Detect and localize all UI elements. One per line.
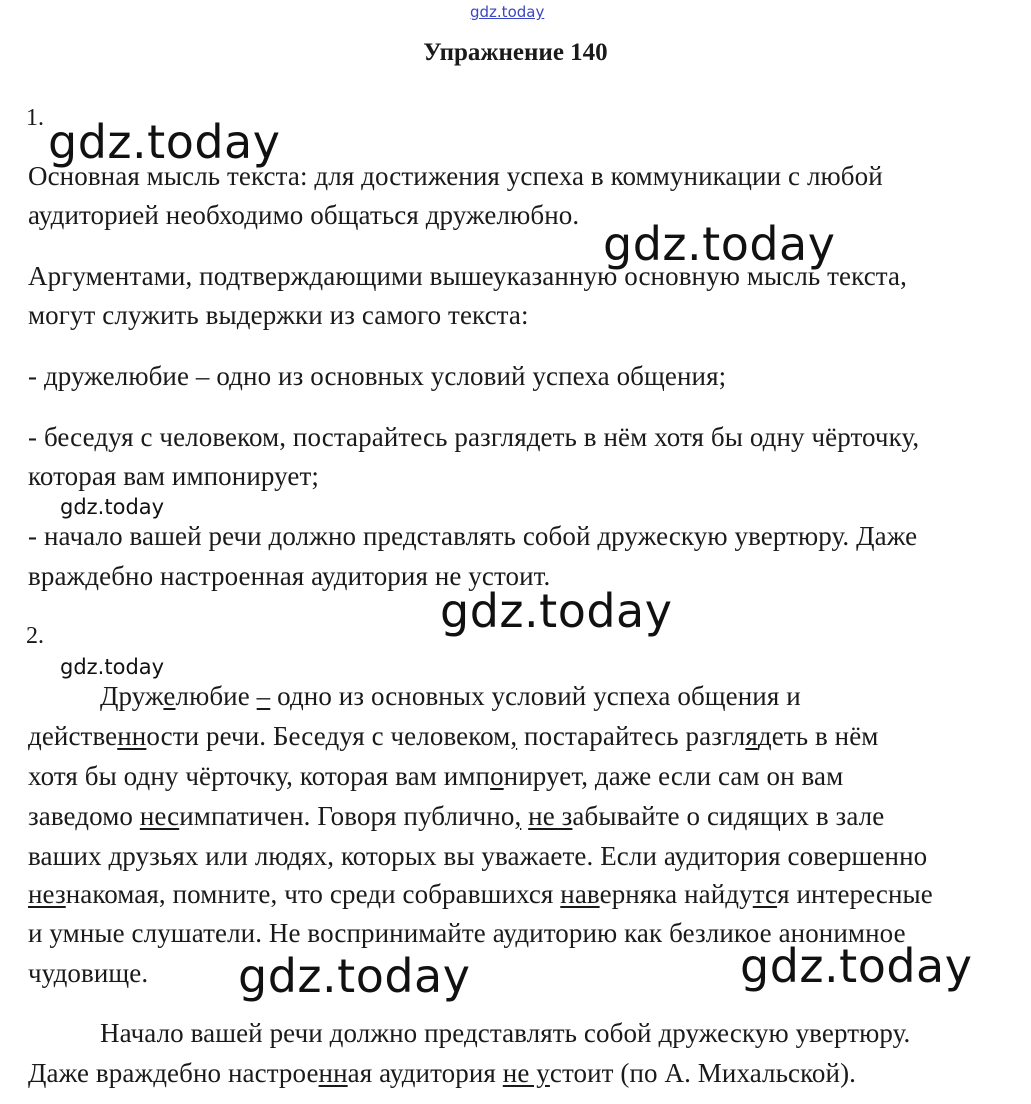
argument-bullet-2-line-2: которая вам импонирует; xyxy=(28,461,319,491)
text-line: ваших друзьях или людях, которых вы уважаете. Если аудитория совершенно xyxy=(28,841,928,871)
argument-bullet-3-line-2: враждебно настроенная аудитория не устоит. xyxy=(28,561,551,591)
text-line: Дружелюбие – одно из основных условий успеха общения и xyxy=(100,681,801,711)
watermark-small: gdz.today xyxy=(60,655,165,679)
text-line: действенности речи. Беседуя с человеком, постарайтесь разглядеть в нём xyxy=(28,721,879,751)
arguments-intro-line-2: могут служить выдержки из самого текста: xyxy=(28,300,529,330)
section-2-number: 2. xyxy=(26,623,44,649)
argument-bullet-2-line-1: - беседуя с человеком, постарайтесь разглядеть в нём хотя бы одну чёрточку, xyxy=(28,422,920,452)
text-line: Даже враждебно настроенная аудитория не устоит (по А. Михальской). xyxy=(28,1058,857,1088)
page-title: Упражнение 140 xyxy=(423,39,608,66)
text-line: Начало вашей речи должно представлять собой дружескую увертюру. xyxy=(100,1018,911,1048)
section-1-number: 1. xyxy=(26,105,44,131)
text-line: заведомо несимпатичен. Говоря публично, не забывайте о сидящих в зале xyxy=(28,801,885,831)
argument-bullet-1: - дружелюбие – одно из основных условий успеха общения; xyxy=(28,361,727,391)
watermark: gdz.today xyxy=(440,584,673,638)
watermark-small: gdz.today xyxy=(60,495,165,519)
main-idea-line-2: аудиторией необходимо общаться дружелюбно. xyxy=(28,200,580,230)
text-line: чудовище. xyxy=(28,958,149,988)
main-idea-line-1: Основная мысль текста: для достижения успеха в коммуникации с любой xyxy=(28,161,883,191)
text-line: незнакомая, помните, что среди собравшихся наверняка найдутся интересные xyxy=(28,879,933,909)
argument-bullet-3-line-1: - начало вашей речи должно представлять собой дружескую увертюру. Даже xyxy=(28,521,918,551)
text-line: хотя бы одну чёрточку, которая вам импонирует, даже если сам он вам xyxy=(28,761,844,791)
watermark-top: gdz.today xyxy=(470,3,545,21)
watermark: gdz.today xyxy=(740,939,973,993)
watermark: gdz.today xyxy=(603,217,836,271)
arguments-intro-line-1: Аргументами, подтверждающими вышеуказанную основную мысль текста, xyxy=(28,261,907,291)
watermark: gdz.today xyxy=(48,115,281,169)
text-line: и умные слушатели. Не воспринимайте аудиторию как безликое анонимное xyxy=(28,918,906,948)
watermark: gdz.today xyxy=(238,949,471,1003)
